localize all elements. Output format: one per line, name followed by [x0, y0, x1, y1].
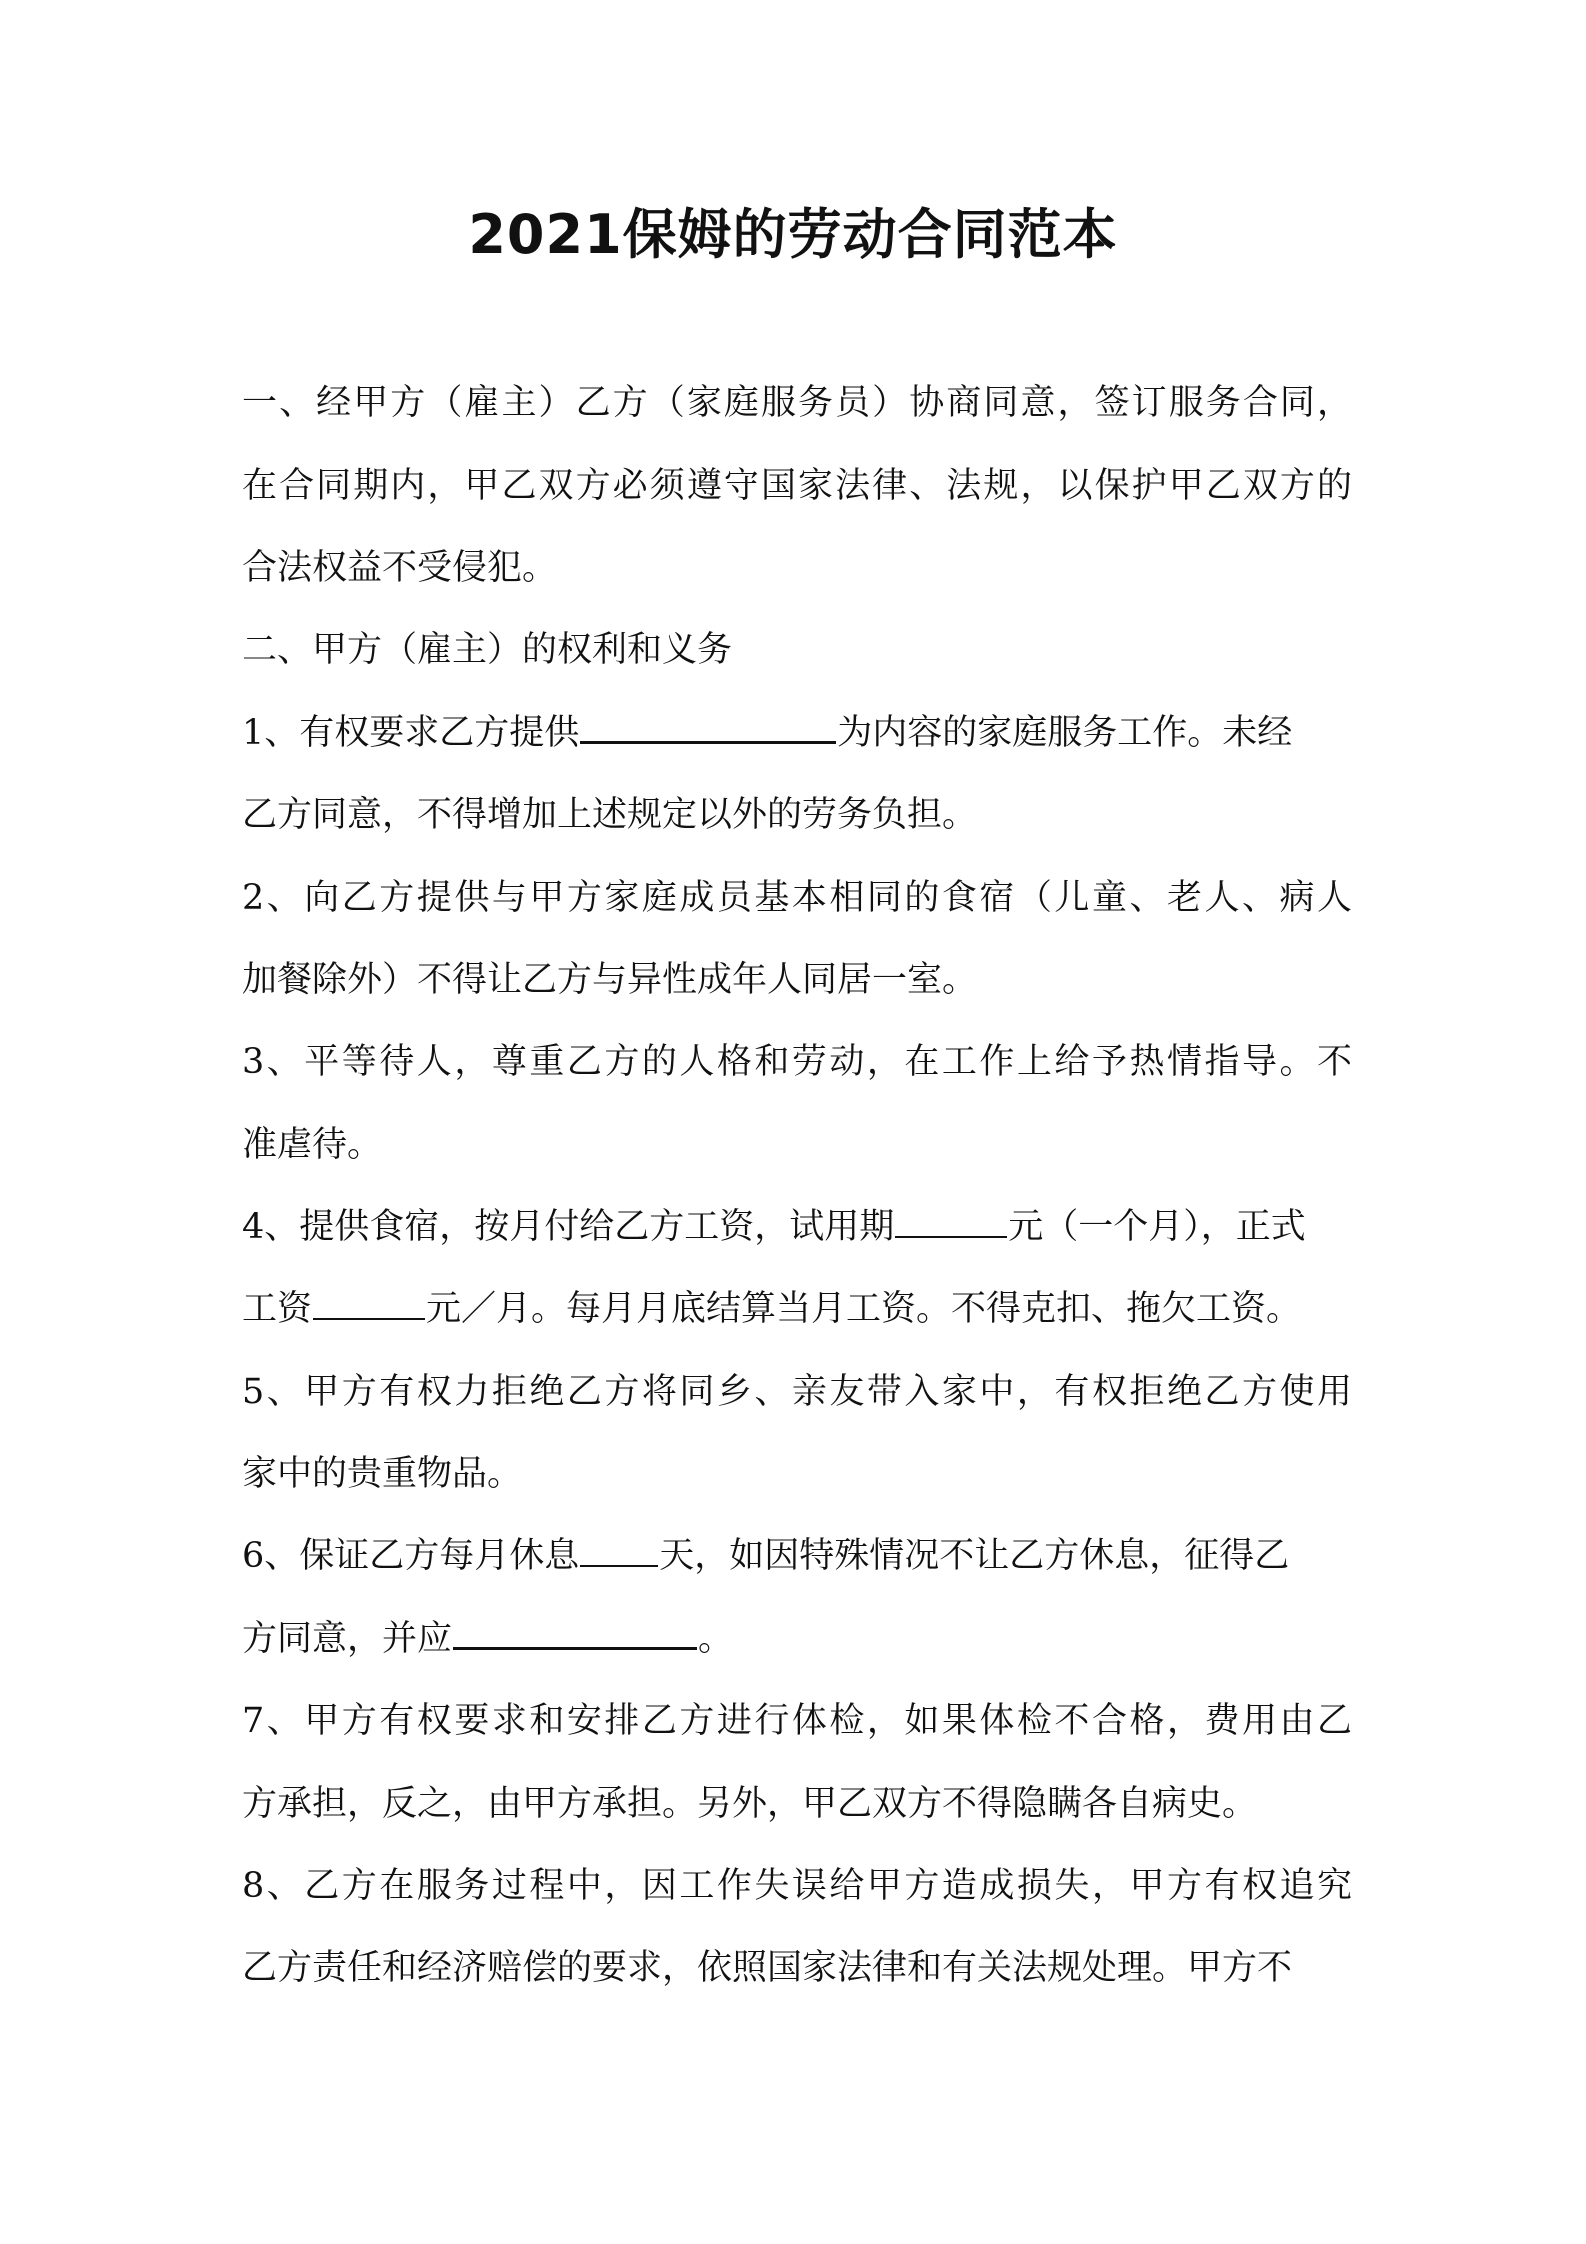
- clause-line: 5、甲方有权力拒绝乙方将同乡、亲友带入家中，有权拒绝乙方使用: [242, 1372, 1352, 1412]
- fill-in-blank: [580, 711, 836, 744]
- clause-text: 1、有权要求乙方提供: [242, 713, 580, 753]
- clause-text: 。: [698, 1619, 734, 1659]
- clause-line: 乙方责任和经济赔偿的要求，依照国家法律和有关法规处理。甲方不: [242, 1948, 1293, 1988]
- fill-in-blank: [580, 1535, 658, 1567]
- clause-line: [242, 711, 1352, 755]
- clause-text: 工资: [242, 1289, 313, 1329]
- fill-in-blank: [313, 1288, 425, 1320]
- clause-line: 方承担，反之，由甲方承担。另外，甲乙双方不得隐瞒各自病史。: [242, 1784, 1258, 1824]
- clause-line: [242, 1534, 1352, 1578]
- clause-text: 天，如因特殊情况不让乙方休息，征得乙: [659, 1536, 1290, 1576]
- clause-text: 元（一个月），正式: [1008, 1207, 1306, 1247]
- clause-text: 方同意，并应: [242, 1619, 453, 1659]
- paragraph-line: 在合同期内，甲乙双方必须遵守国家法律、法规，以保护甲乙双方的: [242, 466, 1352, 506]
- clause-text: 元／月。每月月底结算当月工资。不得克扣、拖欠工资。: [426, 1289, 1302, 1329]
- clause-line: [242, 1287, 1352, 1331]
- clause-line: 乙方同意，不得增加上述规定以外的劳务负担。: [242, 795, 978, 835]
- document-title: 2021保姆的劳动合同范本: [468, 203, 1118, 266]
- clause-line: [242, 1617, 1352, 1661]
- paragraph-line: 合法权益不受侵犯。: [242, 548, 558, 588]
- clause-line: 家中的贵重物品。: [242, 1454, 523, 1494]
- clause-line: 7、甲方有权要求和安排乙方进行体检，如果体检不合格，费用由乙: [242, 1701, 1352, 1741]
- clause-text: 6、保证乙方每月休息: [242, 1536, 580, 1576]
- paragraph-line: 一、经甲方（雇主）乙方（家庭服务员）协商同意，签订服务合同，: [242, 383, 1352, 423]
- clause-text: 4、提供食宿，按月付给乙方工资，试用期: [242, 1207, 895, 1247]
- clause-line: 8、乙方在服务过程中，因工作失误给甲方造成损失，甲方有权追究: [242, 1866, 1352, 1906]
- fill-in-blank: [895, 1206, 1007, 1238]
- fill-in-blank: [453, 1617, 697, 1650]
- clause-line: 准虐待。: [242, 1125, 383, 1165]
- section-heading: 二、甲方（雇主）的权利和义务: [242, 630, 733, 670]
- clause-line: [242, 1205, 1352, 1249]
- clause-line: 2、向乙方提供与甲方家庭成员基本相同的食宿（儿童、老人、病人: [242, 878, 1352, 918]
- clause-line: 加餐除外）不得让乙方与异性成年人同居一室。: [242, 960, 978, 1000]
- clause-line: 3、平等待人，尊重乙方的人格和劳动，在工作上给予热情指导。不: [242, 1042, 1352, 1082]
- clause-text: 为内容的家庭服务工作。未经: [837, 713, 1293, 753]
